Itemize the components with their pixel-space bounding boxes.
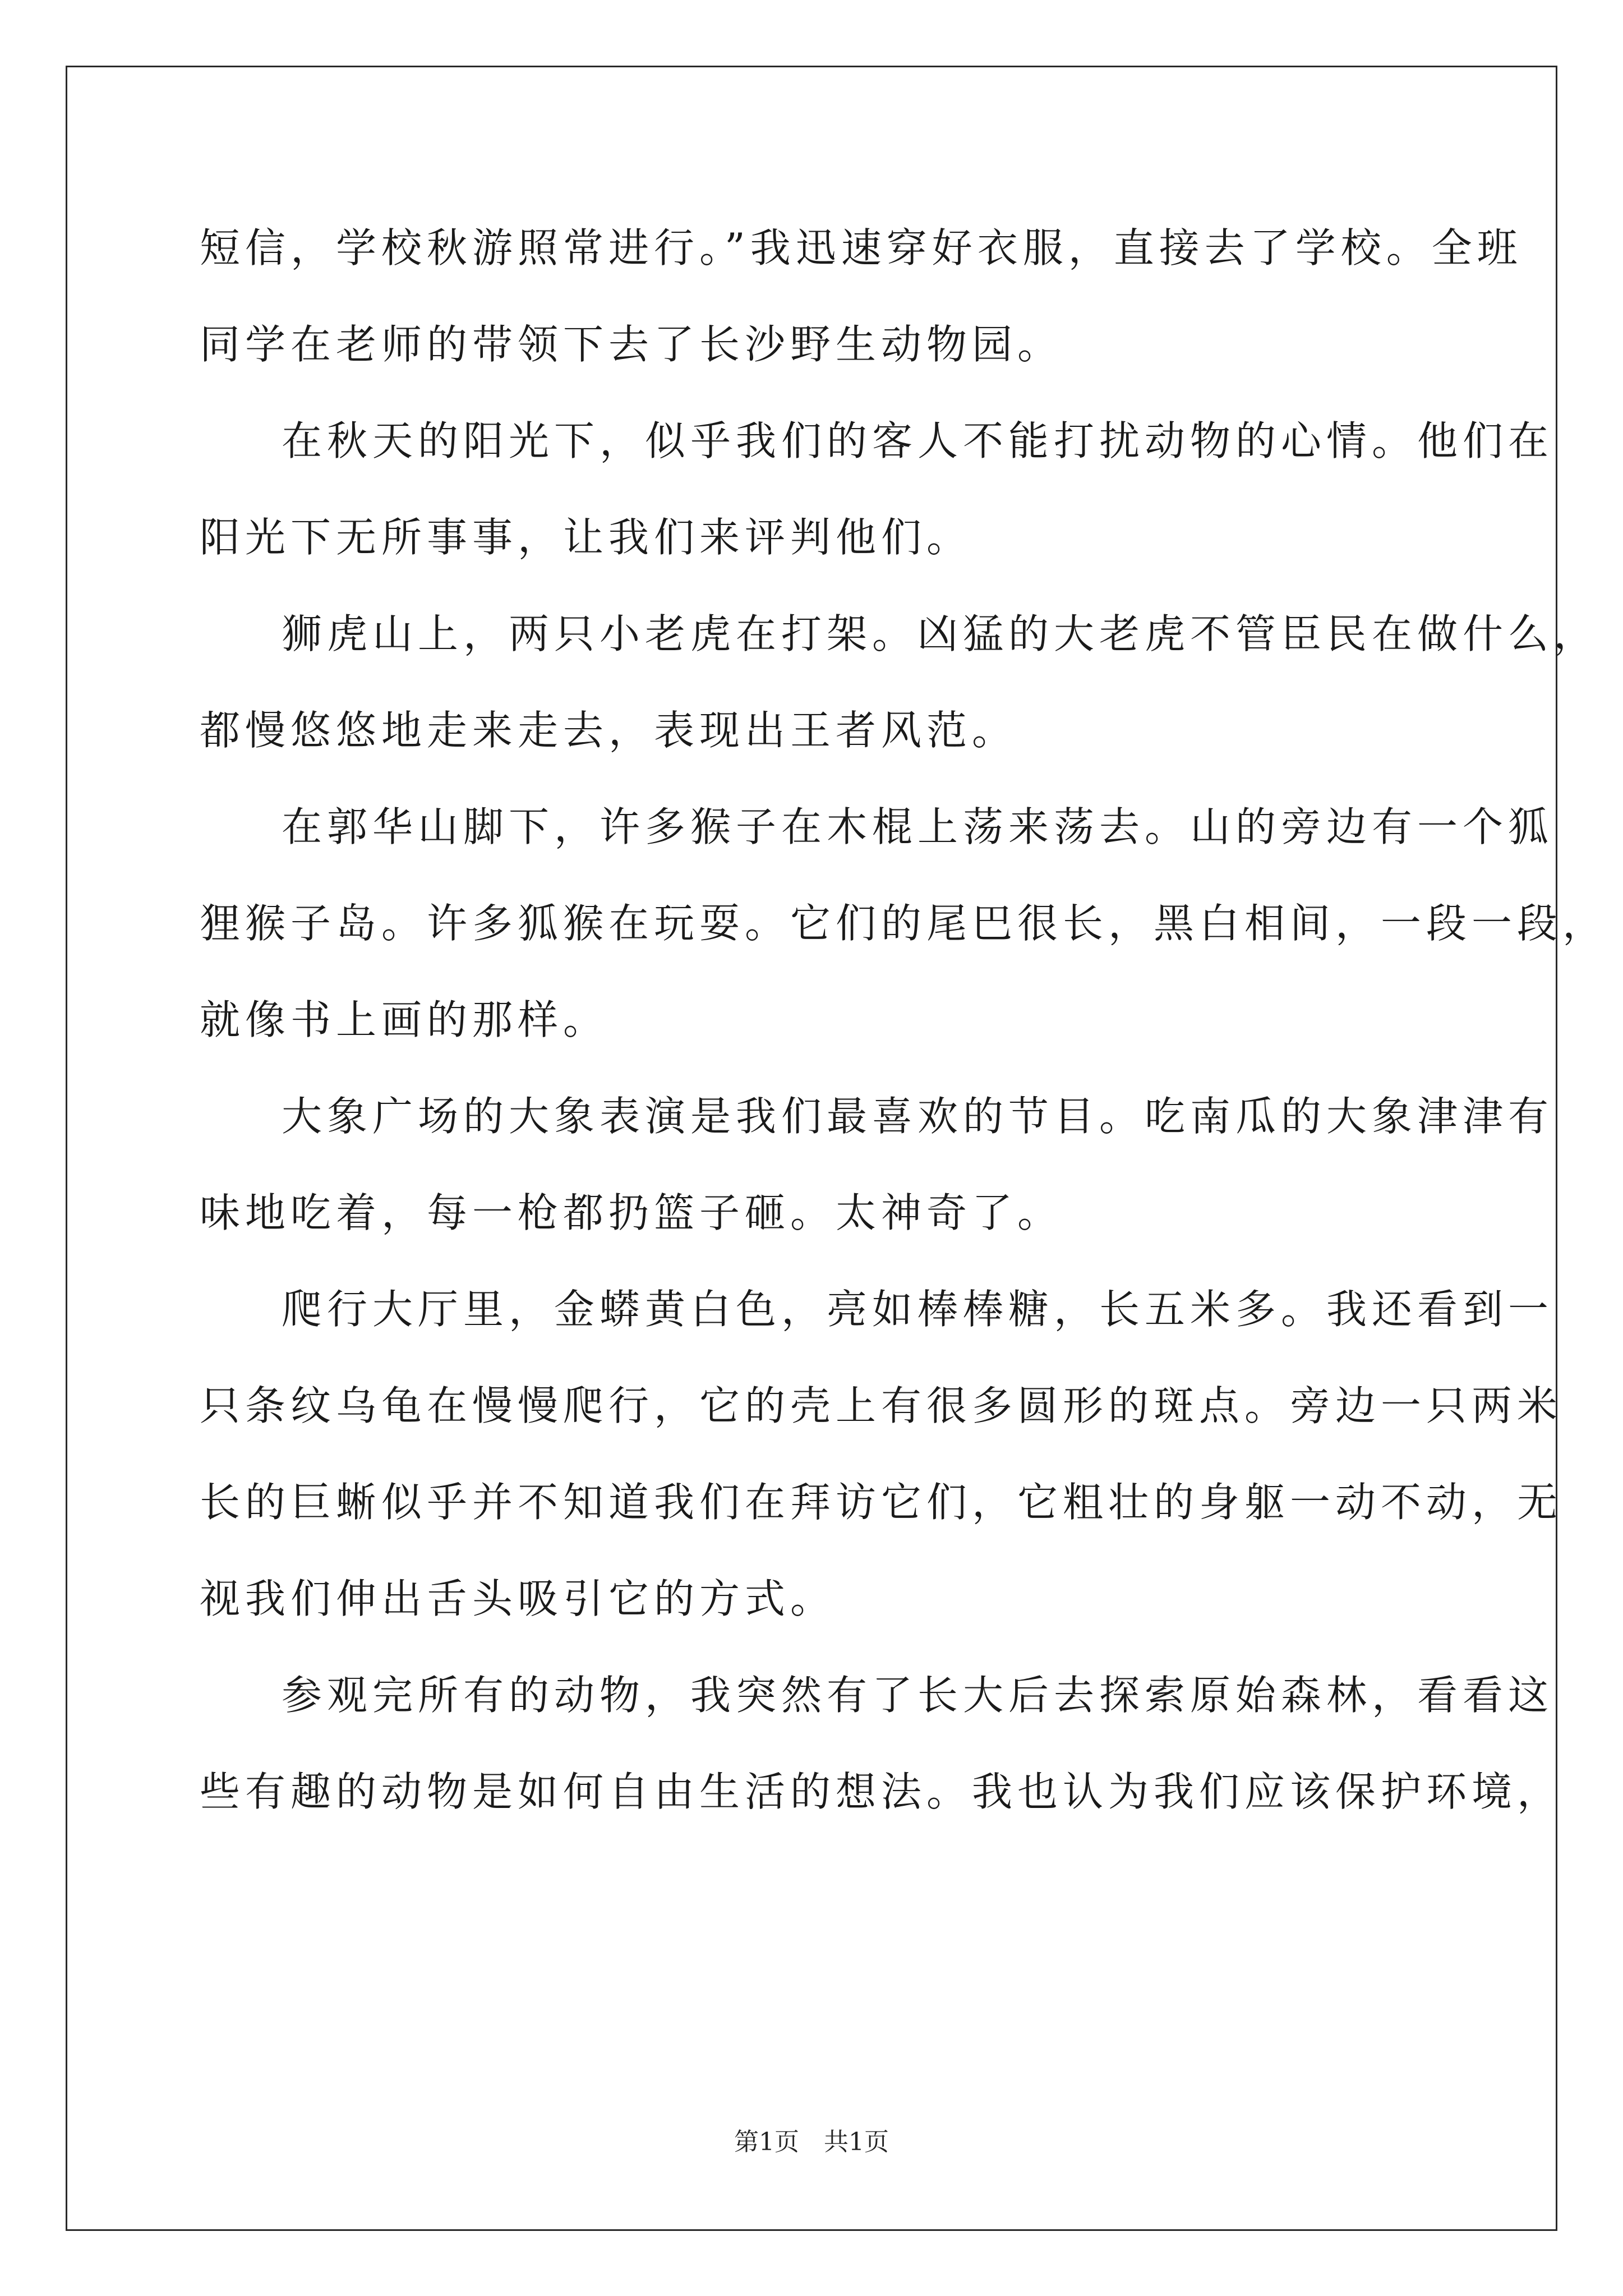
text-line: 些有趣的动物是如何自由生活的想法。我也认为我们应该保护环境， <box>200 1768 1563 1815</box>
text-line: 大象广场的大象表演是我们最喜欢的节目。吃南瓜的大象津津有 <box>282 1093 1554 1140</box>
text-line: 阳光下无所事事，让我们来评判他们。 <box>200 514 972 561</box>
text-line: 狮虎山上，两只小老虎在打架。凶猛的大老虎不管臣民在做什么， <box>282 610 1599 657</box>
paragraph-2 <box>200 403 1554 596</box>
paragraph-1 <box>200 210 1523 403</box>
text-line: 短信，学校秋游照常进行。”我迅速穿好衣服，直接去了学校。全班 <box>200 224 1523 272</box>
paragraph-4 <box>200 789 1608 1079</box>
text-line: 狸猴子岛。许多狐猴在玩耍。它们的尾巴很长，黑白相间，一段一段， <box>200 900 1608 947</box>
text-line: 只条纹乌龟在慢慢爬行，它的壳上有很多圆形的斑点。旁边一只两米 <box>200 1382 1563 1429</box>
text-line: 参观完所有的动物，我突然有了长大后去探索原始森林，看看这 <box>282 1672 1554 1719</box>
paragraph-3 <box>200 596 1599 789</box>
text-line: 同学在老师的带领下去了长沙野生动物园。 <box>200 321 1063 368</box>
text-line: 都慢悠悠地走来走去，表现出王者风范。 <box>200 707 1018 754</box>
page-number-footer: 第1页 共1页 <box>734 2128 889 2156</box>
paragraph-7 <box>200 1658 1563 1851</box>
text-line: 视我们伸出舌头吸引它的方式。 <box>200 1575 836 1622</box>
paragraph-5 <box>200 1079 1554 1272</box>
text-line: 在郭华山脚下，许多猴子在木棍上荡来荡去。山的旁边有一个狐 <box>282 803 1554 850</box>
text-line: 味地吃着，每一枪都扔篮子砸。太神奇了。 <box>200 1189 1063 1236</box>
text-line: 爬行大厅里，金蟒黄白色，亮如棒棒糖，长五米多。我还看到一 <box>282 1286 1554 1333</box>
text-line: 就像书上画的那样。 <box>200 996 609 1043</box>
paragraph-6 <box>200 1272 1563 1658</box>
text-line: 长的巨蜥似乎并不知道我们在拜访它们，它粗壮的身躯一动不动，无 <box>200 1479 1563 1526</box>
text-line: 在秋天的阳光下，似乎我们的客人不能打扰动物的心情。他们在 <box>282 417 1554 464</box>
document-body <box>200 210 1608 1851</box>
